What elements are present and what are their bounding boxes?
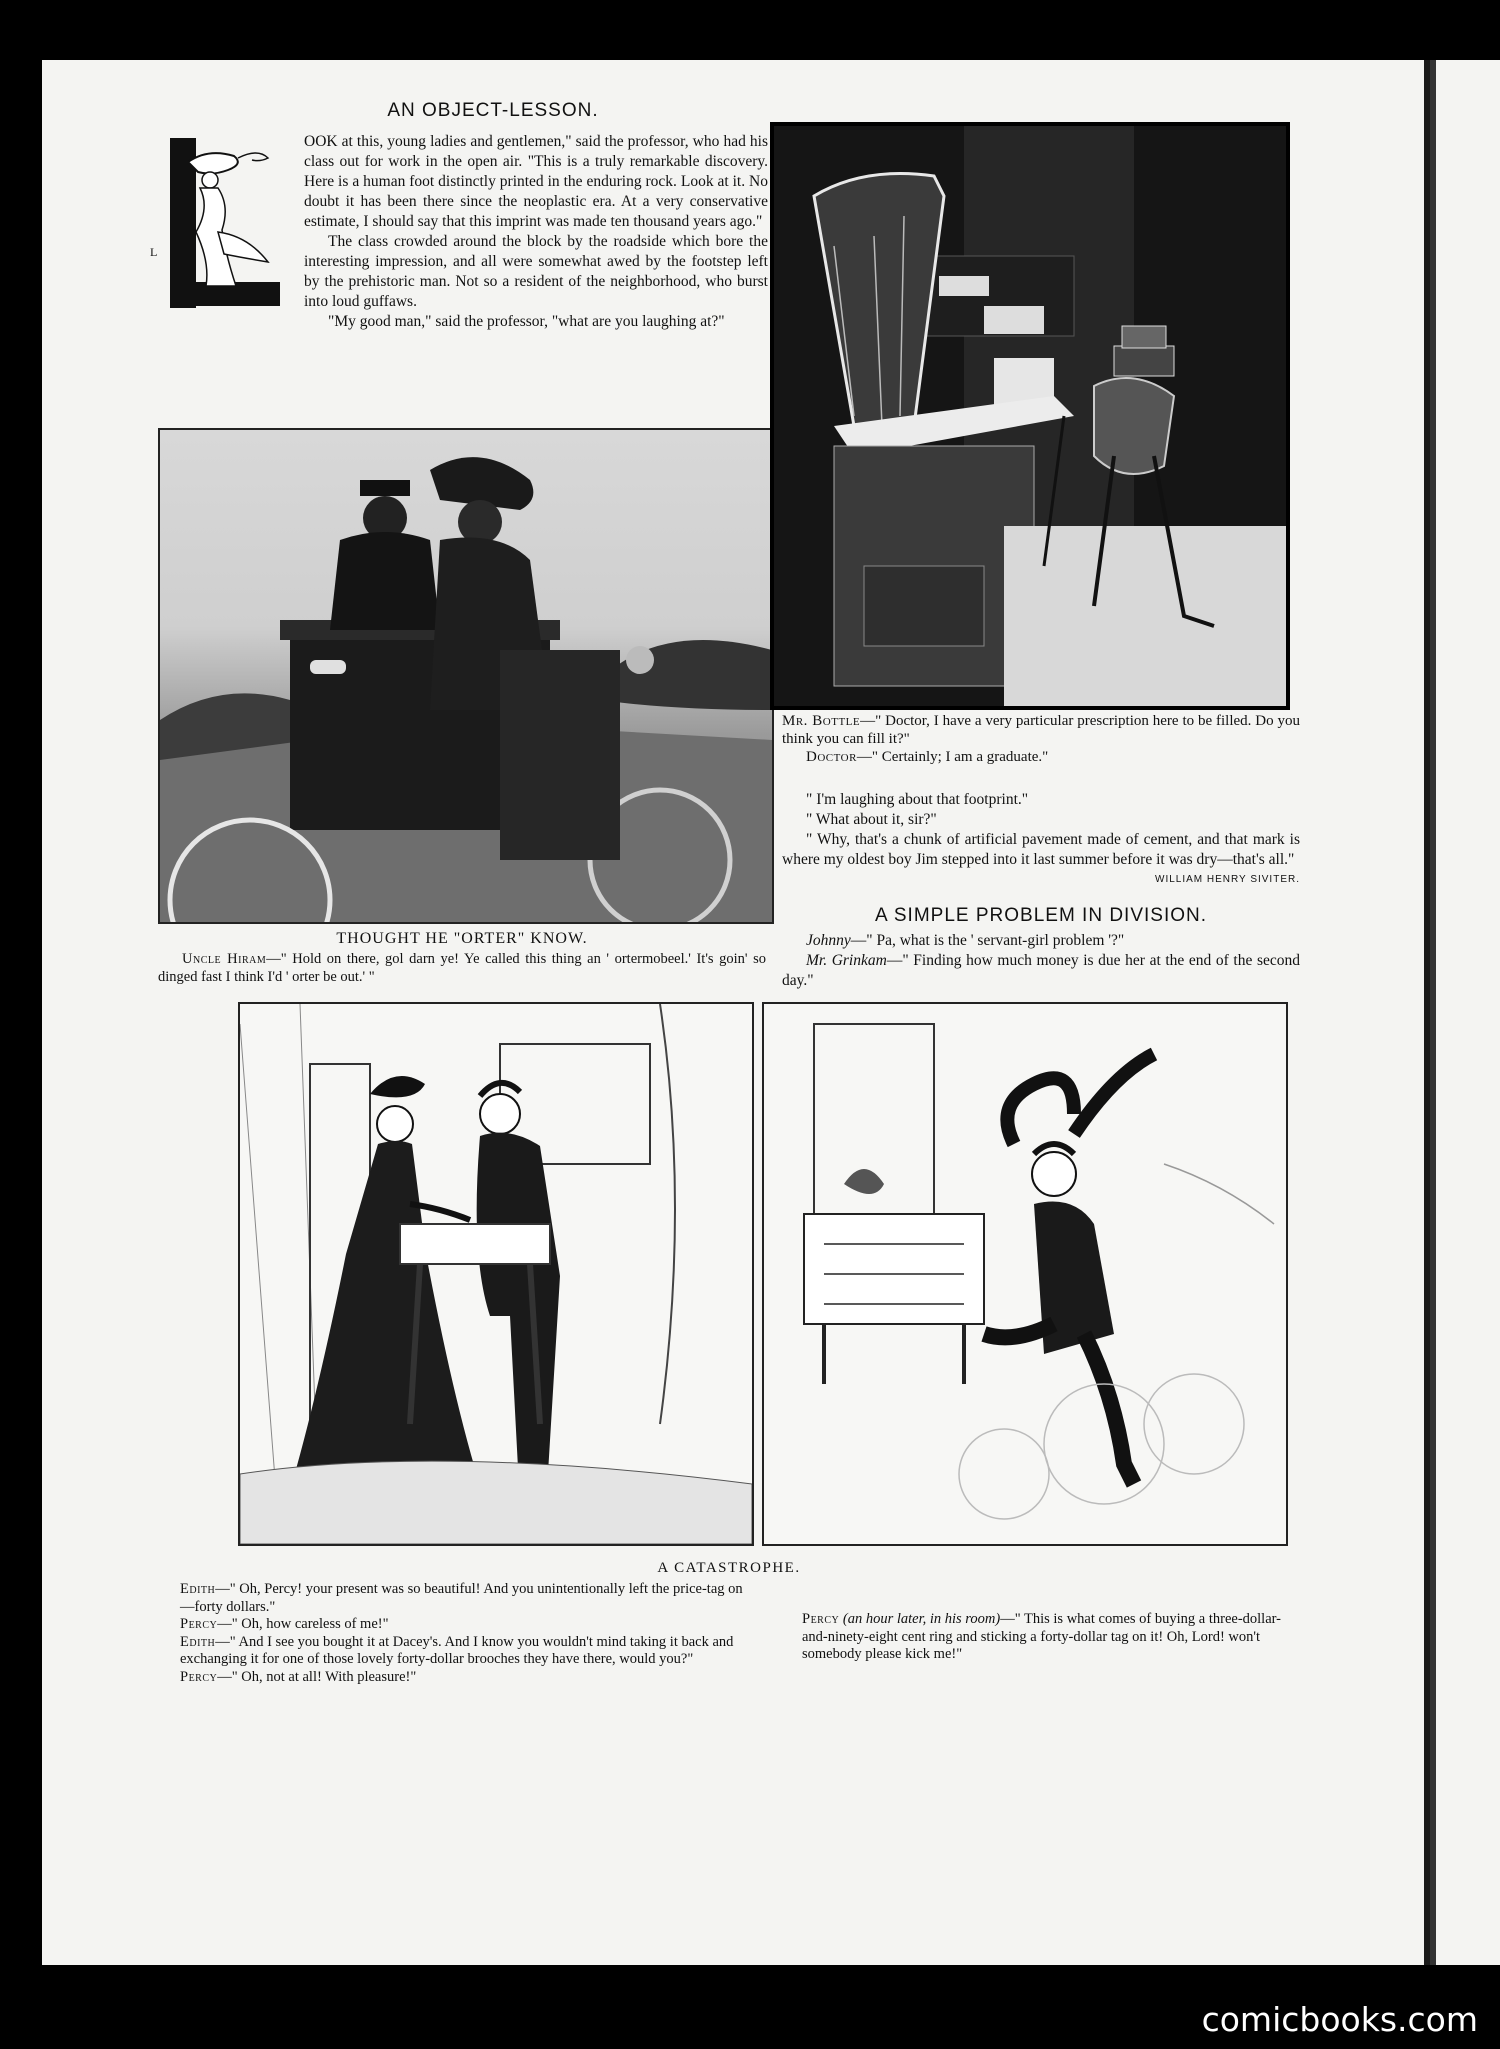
object-lesson-paragraph-2: The class crowded around the block by the roadside which bore the interesting impression, and all were somewhat awed by the footstep left by the prehistoric man. Not so a resident of the neighborhood, who burst into loud guffaws. bbox=[304, 233, 768, 310]
catastrophe-right-stage: (an hour later, in his room) bbox=[842, 1611, 1001, 1627]
catastrophe-right-dialogue bbox=[780, 1611, 1300, 1664]
division-title: A SIMPLE PROBLEM IN DIVISION. bbox=[874, 905, 1208, 926]
next-page-edge bbox=[1430, 60, 1500, 1965]
bottle-doctor-image bbox=[774, 126, 1286, 706]
bottle-caption bbox=[782, 712, 1300, 766]
catastrophe-text-3: —" And I see you bought it at Dacey's. And I know you wouldn't mind taking it back and exchanging it for one of those lovely forty-dollar brooches they have there, would you?" bbox=[180, 1633, 734, 1667]
catastrophe-speaker-4: Percy bbox=[180, 1668, 218, 1685]
drop-cap-letter: L bbox=[150, 245, 158, 259]
automobile-photo-image bbox=[160, 430, 772, 922]
site-watermark: comicbooks.com bbox=[1201, 2000, 1478, 2039]
footprint-line-2: " What about it, sir?" bbox=[806, 811, 937, 828]
object-lesson-article bbox=[150, 100, 768, 332]
cartoon-edith-percy-image bbox=[240, 1004, 752, 1544]
catastrophe-caption bbox=[158, 1560, 1300, 1686]
cartoon-edith-percy bbox=[238, 1002, 754, 1546]
drop-cap-l-lady-icon bbox=[148, 132, 298, 322]
bottle-speaker-2: Doctor bbox=[806, 749, 857, 765]
catastrophe-line-1 bbox=[158, 1581, 748, 1616]
object-lesson-title: AN OBJECT-LESSON. bbox=[387, 100, 599, 121]
footprint-continuation bbox=[782, 790, 1300, 885]
bottle-doctor-illustration bbox=[770, 122, 1290, 710]
catastrophe-text-1: —" Oh, Percy! your present was so beautiful! And you unintentionally left the price-tag on—forty dollars." bbox=[180, 1581, 743, 1615]
drop-cap-illustration bbox=[148, 132, 298, 322]
automobile-photo bbox=[158, 428, 774, 924]
catastrophe-right-line bbox=[780, 1611, 1300, 1664]
division-line-1: —" Pa, what is the ' servant-girl problem '?" bbox=[850, 932, 1125, 949]
footprint-line-1: " I'm laughing about that footprint." bbox=[806, 791, 1029, 808]
division-line-2: —" Finding how much money is due her at the end of the second day." bbox=[782, 952, 1300, 989]
bottle-speaker-1: Mr. Bottle bbox=[782, 713, 861, 729]
catastrophe-text-2: —" Oh, how careless of me!" bbox=[217, 1616, 389, 1632]
catastrophe-line-3 bbox=[158, 1634, 748, 1669]
byline: WILLIAM HENRY SIVITER. bbox=[1155, 874, 1300, 885]
bottle-line-1: —" Doctor, I have a very particular prescription here to be filled. Do you think you can fill it?" bbox=[782, 713, 1301, 747]
orter-line: —" Hold on there, gol darn ye! Ye called this thing an ' ortermobeel.' It's goin' so dinged fast I think I'd ' orter be out.' " bbox=[158, 951, 766, 985]
orter-speaker: Uncle Hiram bbox=[182, 951, 267, 967]
catastrophe-title: A CATASTROPHE. bbox=[657, 1560, 801, 1576]
division-speaker-2: Mr. Grinkam bbox=[806, 952, 887, 969]
footprint-line-3: " Why, that's a chunk of artificial pavement made of cement, and that mark is where my oldest boy Jim stepped into it last summer before it was dry—that's all." bbox=[782, 831, 1300, 868]
cartoon-percy-catastrophe bbox=[762, 1002, 1288, 1546]
catastrophe-speaker-3: Edith bbox=[180, 1633, 216, 1650]
division-article bbox=[782, 905, 1300, 991]
object-lesson-paragraph-3: "My good man," said the professor, "what are you laughing at?" bbox=[328, 313, 725, 330]
division-speaker-1: Johnny bbox=[806, 932, 851, 949]
bottle-line-2: —" Certainly; I am a graduate." bbox=[856, 749, 1049, 765]
catastrophe-line-2 bbox=[158, 1616, 748, 1634]
catastrophe-right-text: —" This is what comes of buying a three-dollar-and-ninety-eight cent ring and sticking a forty-dollar tag on it! Oh, Lord! won't somebody please kick me!" bbox=[802, 1611, 1282, 1662]
catastrophe-speaker-2: Percy bbox=[180, 1616, 218, 1632]
catastrophe-text-4: —" Oh, not at all! With pleasure!" bbox=[217, 1668, 417, 1685]
orter-caption bbox=[158, 930, 766, 986]
catastrophe-line-4 bbox=[158, 1669, 748, 1687]
orter-title: THOUGHT HE "ORTER" KNOW. bbox=[336, 930, 588, 947]
catastrophe-right-speaker: Percy bbox=[802, 1611, 840, 1627]
object-lesson-paragraph-1: OOK at this, young ladies and gentlemen," said the professor, who had his class out for work in the open air. "This is a truly remarkable discovery. Here is a human foot distinctly printed in the enduring rock. Look at it. No doubt it has been there since the neoplastic era. At a very conservative estimate, I should say that this imprint was made ten thousand years ago." bbox=[304, 133, 768, 230]
catastrophe-speaker-1: Edith bbox=[180, 1581, 216, 1597]
catastrophe-left-dialogue bbox=[158, 1581, 748, 1686]
cartoon-percy-catastrophe-image bbox=[764, 1004, 1286, 1544]
